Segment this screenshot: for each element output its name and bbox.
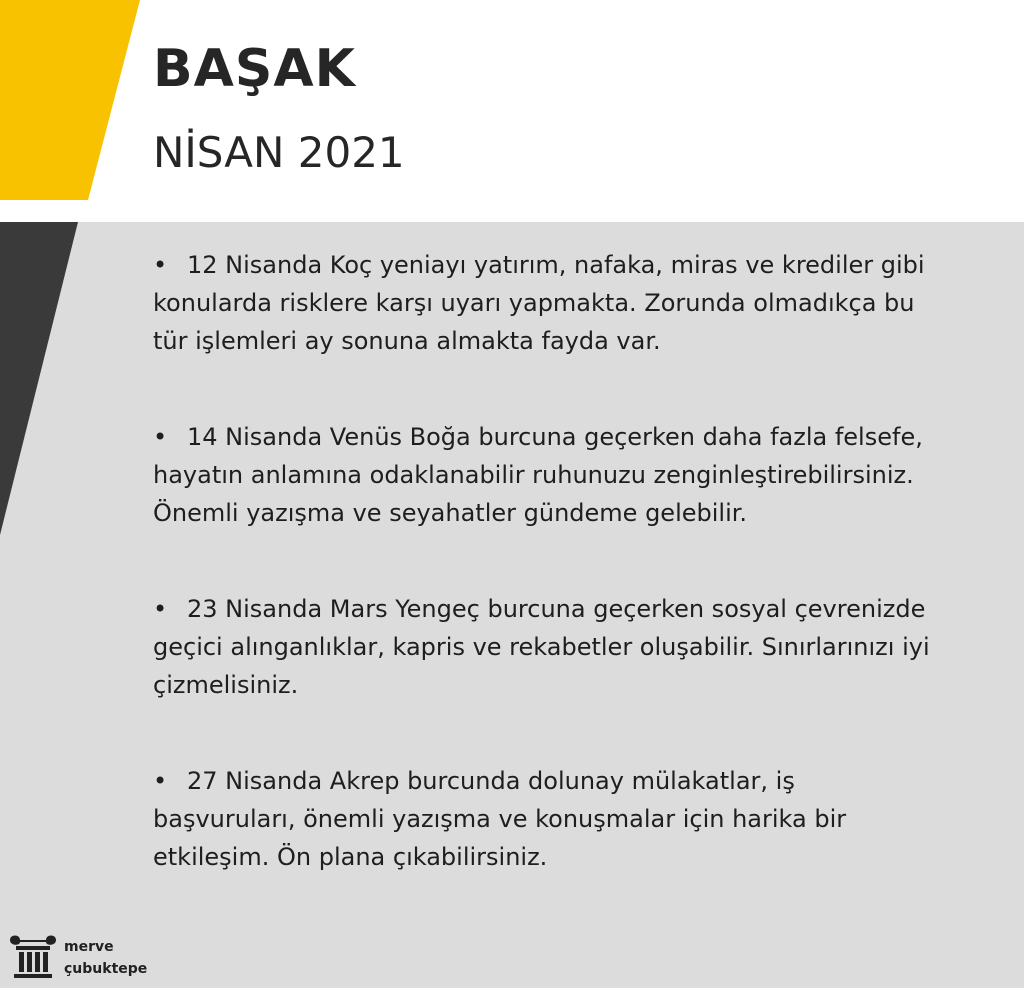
logo-line-1: merve <box>64 939 114 955</box>
bullet-dot: • <box>153 251 168 279</box>
bullet-item <box>153 762 943 876</box>
column-icon <box>6 932 60 980</box>
bullet-text: 23 Nisanda Mars Yengeç burcuna geçerken sosyal çevrenizde geçici alınganlıklar, kapris ve rekabetler oluşabilir. Sınırlarınızı iyi çizmelisiniz. <box>153 595 930 699</box>
bullet-text: 12 Nisanda Koç yeniayı yatırım, nafaka, miras ve krediler gibi konularda risklere karşı uyarı yapmakta. Zorunda olmadıkça bu tür işlemleri ay sonuna almakta fayda var. <box>153 251 925 355</box>
bullet-dot: • <box>153 595 168 623</box>
bullet-dot: • <box>153 423 168 451</box>
bullet-item <box>153 418 943 532</box>
page-title: BAŞAK <box>153 39 356 99</box>
logo-text <box>64 936 147 980</box>
bullet-list <box>153 246 943 876</box>
bullet-item <box>153 590 943 704</box>
logo-line-2: çubuktepe <box>64 961 148 977</box>
bullet-text: 27 Nisanda Akrep burcunda dolunay mülakatlar, iş başvuruları, önemli yazışma ve konuşmalar için harika bir etkileşim. Ön plana çıkabilirsiniz. <box>153 767 847 871</box>
dark-stripe <box>0 222 78 535</box>
brand-logo <box>6 930 156 984</box>
bullet-dot: • <box>153 767 168 795</box>
bullet-item <box>153 246 943 360</box>
yellow-stripe <box>0 0 140 200</box>
page-subtitle: NİSAN 2021 <box>153 128 405 177</box>
bullet-text: 14 Nisanda Venüs Boğa burcuna geçerken daha fazla felsefe, hayatın anlamına odaklanabilir ruhunuzu zenginleştirebilirsiniz. Önemli yazışma ve seyahatler gündeme gelebilir. <box>153 423 923 527</box>
